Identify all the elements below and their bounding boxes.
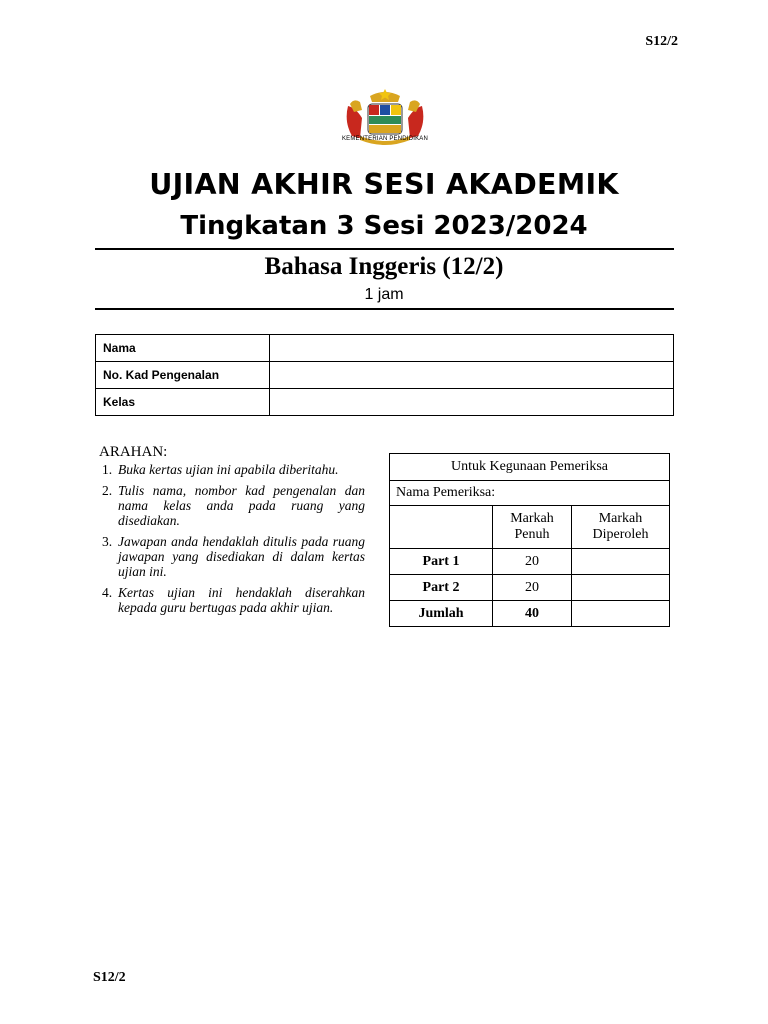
item-number: 4. [102, 585, 113, 600]
obtained-marks-header: Markah Diperoleh [572, 506, 670, 549]
ic-number-label: No. Kad Pengenalan [96, 362, 270, 389]
instructions-section [99, 444, 365, 621]
item-text: Buka kertas ujian ini apabila diberitahu. [118, 462, 339, 477]
ic-number-field[interactable] [270, 362, 674, 389]
table-row [390, 549, 670, 575]
item-number: 2. [102, 483, 113, 498]
list-item [99, 585, 365, 615]
student-info-table [95, 334, 674, 416]
item-text: Kertas ujian ini hendaklah diserahkan kepada guru bertugas pada akhir ujian. [118, 585, 365, 615]
subject-title: Bahasa Inggeris (12/2) [264, 253, 504, 280]
divider-top [95, 248, 674, 250]
ministry-label: KEMENTERIAN PENDIDIKAN [341, 136, 429, 142]
total-label: Jumlah [390, 601, 493, 627]
item-text: Jawapan anda hendaklah ditulis pada ruang jawapan yang disediakan di dalam kertas ujian ini. [118, 534, 365, 579]
list-item [99, 462, 365, 477]
exam-subtitle: Tingkatan 3 Sesi 2023/2024 [180, 211, 588, 241]
item-number: 1. [102, 462, 113, 477]
examiner-name-label[interactable]: Nama Pemeriksa: [390, 481, 670, 506]
paper-code-top: S12/2 [645, 34, 678, 49]
examiner-table-header: Untuk Kegunaan Pemeriksa [390, 454, 670, 481]
item-text: Tulis nama, nombor kad pengenalan dan nama kelas anda pada ruang yang disediakan. [118, 483, 365, 528]
instructions-list [99, 462, 365, 615]
obtained-marks-field[interactable] [572, 549, 670, 575]
divider-bottom [95, 308, 674, 310]
total-full-marks-value: 40 [493, 601, 572, 627]
list-item [99, 534, 365, 579]
full-marks-value: 20 [493, 549, 572, 575]
name-label: Nama [96, 335, 270, 362]
examiner-table [389, 453, 670, 627]
name-field[interactable] [270, 335, 674, 362]
list-item [99, 483, 365, 528]
table-row [96, 335, 674, 362]
exam-title: UJIAN AKHIR SESI AKADEMIK [149, 168, 619, 201]
full-marks-header: Markah Penuh [493, 506, 572, 549]
table-row [390, 575, 670, 601]
table-row [390, 601, 670, 627]
full-marks-value: 20 [493, 575, 572, 601]
duration-label: 1 jam [364, 286, 404, 303]
instructions-title: ARAHAN: [99, 444, 168, 460]
part-label: Part 2 [390, 575, 493, 601]
empty-header-cell [390, 506, 493, 549]
total-obtained-marks-field[interactable] [572, 601, 670, 627]
part-label: Part 1 [390, 549, 493, 575]
class-label: Kelas [96, 389, 270, 416]
paper-code-bottom: S12/2 [93, 970, 126, 985]
item-number: 3. [102, 534, 113, 549]
table-row [96, 362, 674, 389]
obtained-marks-field[interactable] [572, 575, 670, 601]
table-row [96, 389, 674, 416]
class-field[interactable] [270, 389, 674, 416]
